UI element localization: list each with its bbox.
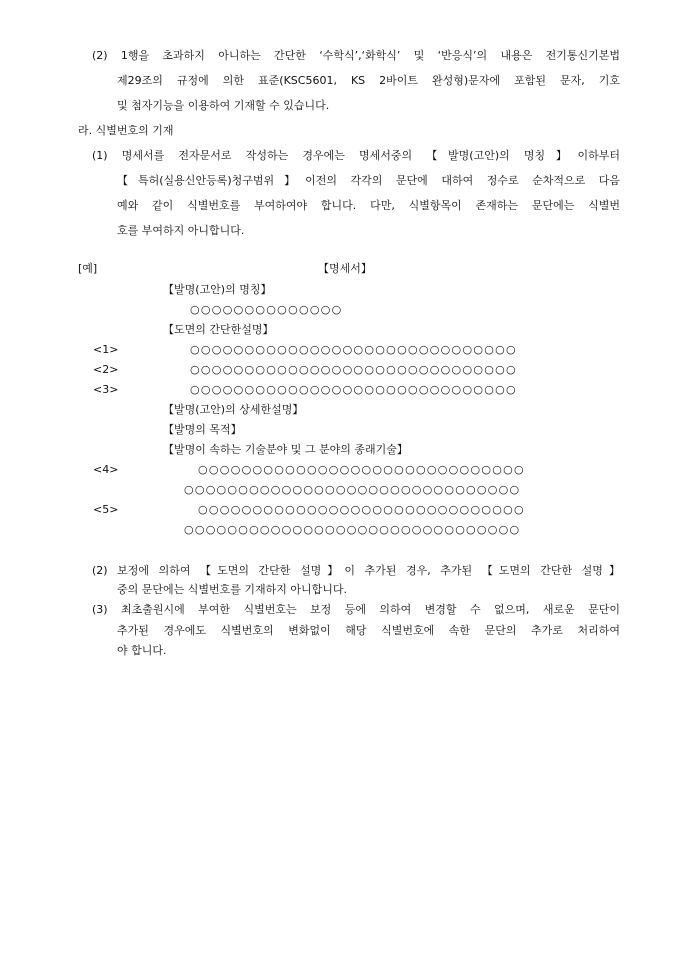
section-title: 라. 식별번호의 기재	[78, 124, 174, 137]
section-p1-line1: (1) 명세서를 전자문서로 작성하는 경우에는 명세서중의 【발명(고안)의 명칭】이하부터	[92, 149, 620, 162]
paragraph-placeholder-continued: ○○○○○○○○○○○○○○○○○○○○○○○○○○○○○○○	[184, 483, 521, 496]
paragraph-number: <4>	[93, 463, 119, 476]
paragraph-number: <3>	[93, 383, 119, 396]
item2-line3: 및 첨자기능을 이용하여 기재할 수 있습니다.	[117, 99, 330, 112]
item2-line1: (2) 1행을 초과하지 아니하는 간단한 ‘수학식’,‘화학식’ 및 ‘반응식’의 내용은 전기통신기본법	[92, 49, 620, 62]
paragraph-number: <2>	[93, 363, 119, 376]
note2-line1: (2) 보정에 의하여 【도면의 간단한 설명】이 추가된 경우, 추가된 【도면의 간단한 설명】	[92, 564, 620, 577]
heading-purpose: 【발명의 목적】	[163, 423, 242, 436]
heading-technical-field: 【발명이 속하는 기술분야 및 그 분야의 종래기술】	[163, 443, 408, 456]
paragraph-placeholder-continued: ○○○○○○○○○○○○○○○○○○○○○○○○○○○○○○○	[184, 523, 521, 536]
paragraph-number: <5>	[93, 503, 119, 516]
note3-line2: 추가된 경우에도 식별번호의 변화없이 해당 식별번호에 속한 문단의 추가로 처리하여	[117, 624, 620, 637]
note3-line1: (3) 최초출원시에 부여한 식별번호는 보정 등에 의하여 변경할 수 없으며, 새로운 문단이	[92, 603, 620, 616]
paragraph-placeholder: ○○○○○○○○○○○○○○○○○○○○○○○○○○○○○○	[190, 363, 517, 376]
note2-line2: 중의 문단에는 식별번호를 기재하지 아니합니다.	[117, 583, 348, 596]
item2-line2: 제29조의 규정에 의한 표준(KSC5601, KS 2바이트 완성형)문자에 포함된 문자, 기호	[117, 74, 620, 87]
section-p1-line4: 호를 부여하지 아니합니다.	[117, 224, 245, 237]
note3-line3: 야 합니다.	[117, 644, 167, 657]
example-title: 【명세서】	[318, 262, 372, 275]
paragraph-placeholder: ○○○○○○○○○○○○○○○○○○○○○○○○○○○○○○	[190, 383, 517, 396]
paragraph-placeholder: ○○○○○○○○○○○○○○○○○○○○○○○○○○○○○○	[198, 463, 525, 476]
paragraph-number: <1>	[93, 343, 119, 356]
section-p1-line3: 예와 같이 식별번호를 부여하여야 합니다. 다만, 식별항목이 존재하는 문단에는 식별번	[117, 199, 620, 212]
heading-detailed-description: 【발명(고안)의 상세한설명】	[163, 403, 304, 416]
section-p1-line2: 【특허(실용신안등록)청구범위】이전의 각각의 문단에 대하여 정수로 순차적으로 다음	[117, 174, 620, 187]
name-placeholder: ○○○○○○○○○○○○○○	[190, 303, 343, 316]
heading-drawings: 【도면의 간단한설명】	[163, 323, 274, 336]
paragraph-placeholder: ○○○○○○○○○○○○○○○○○○○○○○○○○○○○○○	[190, 343, 517, 356]
example-label: [예]	[78, 262, 98, 275]
paragraph-placeholder: ○○○○○○○○○○○○○○○○○○○○○○○○○○○○○○	[198, 503, 525, 516]
heading-invention-name: 【발명(고안)의 명칭】	[163, 283, 272, 296]
